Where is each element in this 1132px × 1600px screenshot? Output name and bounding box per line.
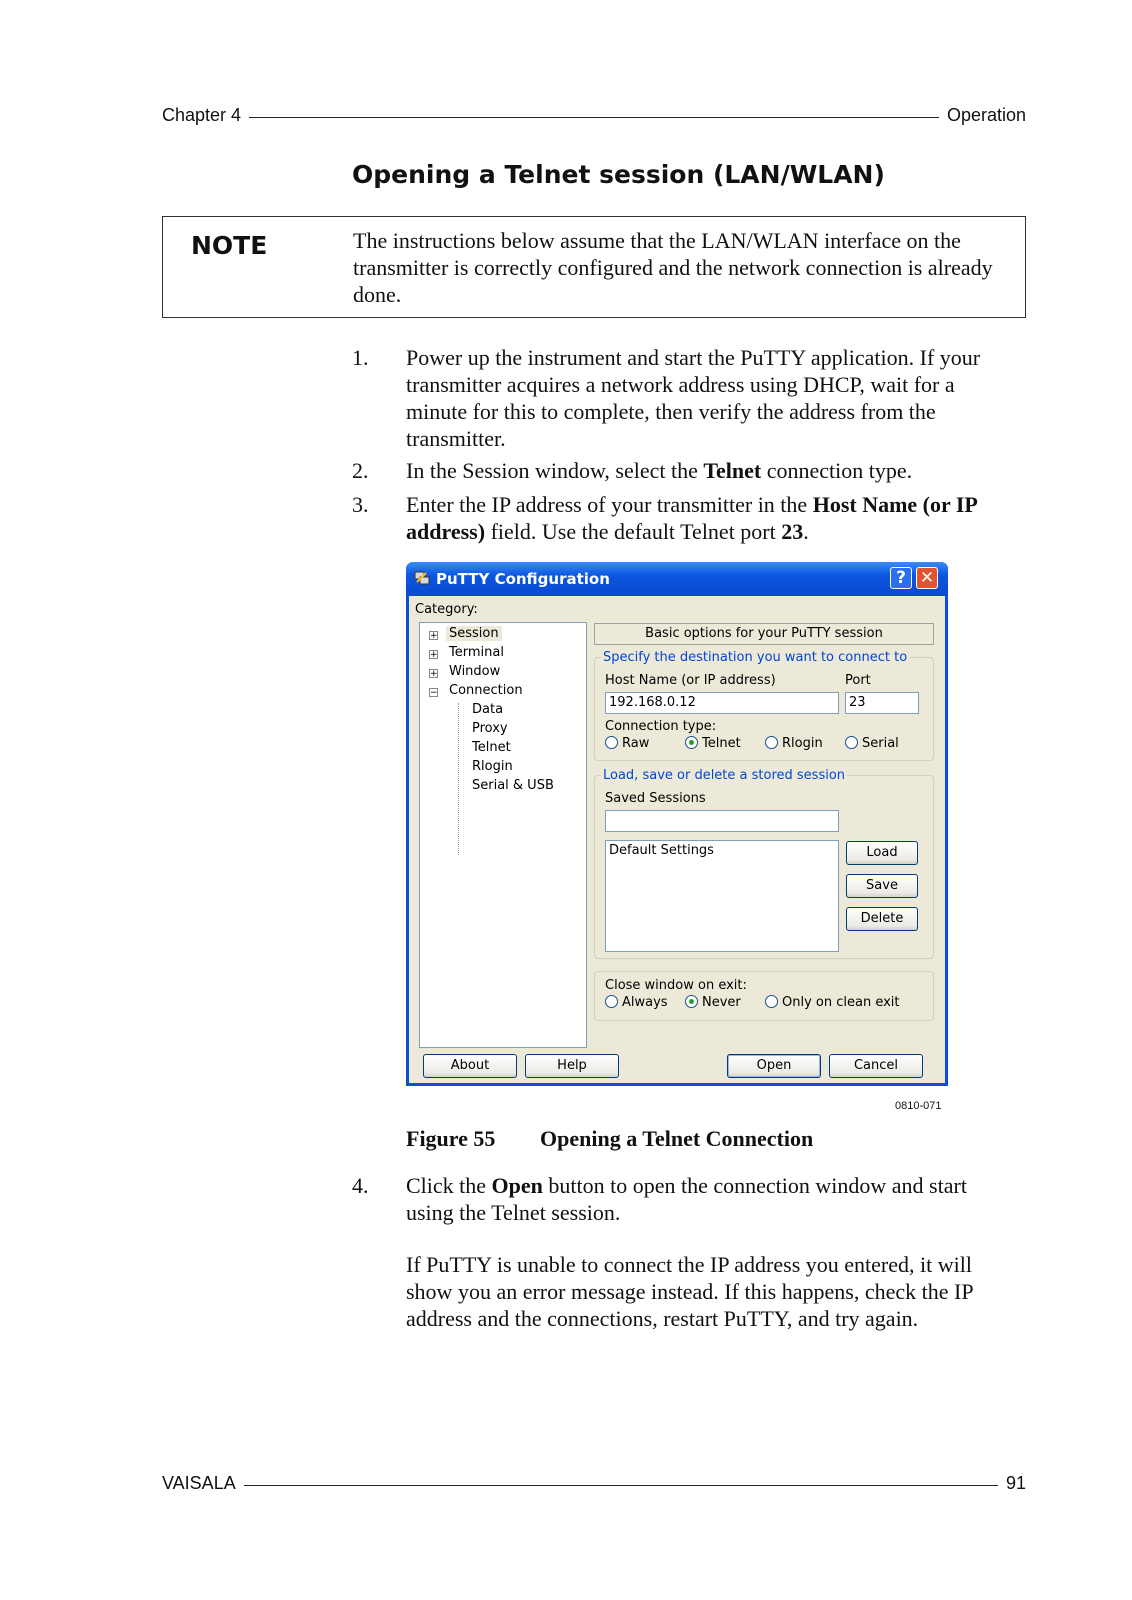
tree-item-terminal[interactable]: Terminal — [449, 645, 504, 660]
list-item[interactable]: Default Settings — [609, 843, 714, 858]
collapse-icon[interactable]: − — [430, 688, 438, 698]
destination-group-title: Specify the destination you want to connect to — [603, 650, 908, 665]
step-text-bold: Host Name (or IP address) — [406, 492, 977, 544]
category-tree[interactable] — [419, 622, 587, 1048]
header-section: Operation — [946, 105, 1026, 125]
figure-caption — [406, 1126, 814, 1152]
connection-type-label: Connection type: — [605, 719, 717, 734]
open-button[interactable]: Open — [727, 1054, 821, 1078]
followup-text: If PuTTY is unable to connect the IP address you entered, it will show you an error message instead. If this happens, check the IP address and the connections, restart PuTTY, and try again. — [406, 1252, 973, 1331]
step-text-bold2: 23 — [781, 519, 804, 544]
radio-label: Only on clean exit — [782, 995, 900, 1010]
radio-raw[interactable] — [605, 736, 649, 751]
close-window-label: Close window on exit: — [605, 978, 747, 993]
category-label: Category: — [415, 602, 478, 617]
radio-icon — [845, 736, 858, 749]
saved-sessions-label: Saved Sessions — [605, 791, 706, 806]
expand-icon[interactable]: + — [430, 669, 438, 679]
radio-only-on-clean-exit[interactable] — [765, 995, 900, 1010]
tree-item-telnet[interactable]: Telnet — [472, 740, 511, 755]
saved-sessions-input[interactable] — [605, 810, 839, 832]
radio-always[interactable] — [605, 995, 668, 1010]
radio-label: Rlogin — [782, 736, 823, 751]
radio-icon — [765, 995, 778, 1008]
page-header — [162, 105, 1026, 126]
step-text — [406, 457, 1016, 484]
step-text-mid: field. Use the default Telnet port — [485, 519, 782, 544]
load-button[interactable]: Load — [846, 841, 918, 865]
step-text-post: button to open the connection window and start using the Telnet session. — [406, 1173, 967, 1225]
radio-label: Serial — [862, 736, 899, 751]
page-number: 91 — [1005, 1473, 1026, 1493]
sessions-list[interactable] — [605, 840, 839, 952]
tree-line — [458, 703, 460, 855]
tree-item-serial-usb[interactable]: Serial & USB — [472, 778, 554, 793]
step-text-bold: Open — [491, 1173, 543, 1198]
radio-never[interactable] — [685, 995, 741, 1010]
radio-label: Never — [702, 995, 741, 1010]
note-text: The instructions below assume that the LAN/WLAN interface on the transmitter is correctly configured and the network connection is already done. — [353, 228, 993, 307]
footer-rule — [244, 1485, 998, 1486]
expand-icon[interactable]: + — [430, 631, 438, 641]
radio-icon — [605, 736, 618, 749]
radio-telnet[interactable] — [685, 736, 741, 751]
radio-selected-icon — [685, 995, 698, 1008]
save-button[interactable]: Save — [846, 874, 918, 898]
help-icon[interactable]: ? — [890, 567, 912, 589]
tree-item-rlogin[interactable]: Rlogin — [472, 759, 513, 774]
tree-item-proxy[interactable]: Proxy — [472, 721, 508, 736]
radio-label: Always — [622, 995, 668, 1010]
step-text-post: . — [803, 519, 809, 544]
delete-button[interactable]: Delete — [846, 907, 918, 931]
step-text-pre: In the Session window, select the — [406, 458, 704, 483]
step-number: 1. — [352, 345, 369, 370]
step-text: Power up the instrument and start the PuTTY application. If your transmitter acquires a network address using DHCP, wait for a minute for this to complete, then verify the address from the transmitter. — [406, 345, 981, 451]
putty-window — [406, 562, 948, 1086]
cancel-button[interactable]: Cancel — [829, 1054, 923, 1078]
note-label: NOTE — [191, 231, 268, 260]
footer-company: VAISALA — [162, 1473, 236, 1493]
putty-app-icon — [414, 570, 430, 586]
tree-item-connection[interactable]: Connection — [449, 683, 523, 698]
figure-title: Opening a Telnet Connection — [540, 1126, 814, 1151]
panel-header: Basic options for your PuTTY session — [594, 623, 934, 645]
radio-label: Raw — [622, 736, 650, 751]
expand-icon[interactable]: + — [430, 650, 438, 660]
port-label: Port — [845, 673, 871, 688]
step-number: 3. — [352, 492, 369, 517]
step-text-pre: Click the — [406, 1173, 492, 1198]
radio-icon — [605, 995, 618, 1008]
radio-rlogin[interactable] — [765, 736, 823, 751]
port-input[interactable]: 23 — [845, 692, 919, 714]
tree-item-window[interactable]: Window — [449, 664, 501, 679]
section-title: Opening a Telnet session (LAN/WLAN) — [352, 160, 885, 189]
host-name-input[interactable]: 192.168.0.12 — [605, 692, 839, 714]
step-text — [406, 1172, 1016, 1226]
close-icon[interactable]: ✕ — [916, 567, 938, 589]
figure-label: Figure 55 — [406, 1126, 496, 1151]
step-number: 4. — [352, 1173, 369, 1198]
step-text-bold: Telnet — [703, 458, 762, 483]
tree-item-session[interactable]: Session — [446, 626, 502, 641]
radio-serial[interactable] — [845, 736, 899, 751]
host-name-label: Host Name (or IP address) — [605, 673, 776, 688]
radio-icon — [765, 736, 778, 749]
header-chapter: Chapter 4 — [162, 105, 242, 125]
step-text — [406, 491, 1016, 545]
page-footer — [162, 1473, 1026, 1494]
step-number: 2. — [352, 458, 369, 483]
putty-client-area — [409, 596, 945, 1083]
header-rule — [249, 117, 939, 118]
radio-selected-icon — [685, 736, 698, 749]
about-button[interactable]: About — [423, 1054, 517, 1078]
putty-title: PuTTY Configuration — [436, 570, 610, 588]
help-button[interactable]: Help — [525, 1054, 619, 1078]
figure-code: 0810-071 — [895, 1100, 942, 1112]
radio-label: Telnet — [702, 736, 741, 751]
step-text-pre: Enter the IP address of your transmitter in the — [406, 492, 813, 517]
tree-item-data[interactable]: Data — [472, 702, 504, 717]
note-box — [162, 216, 1026, 318]
sessions-group-title: Load, save or delete a stored session — [603, 768, 846, 783]
step-text-post: connection type. — [761, 458, 913, 483]
putty-titlebar[interactable] — [406, 562, 948, 596]
